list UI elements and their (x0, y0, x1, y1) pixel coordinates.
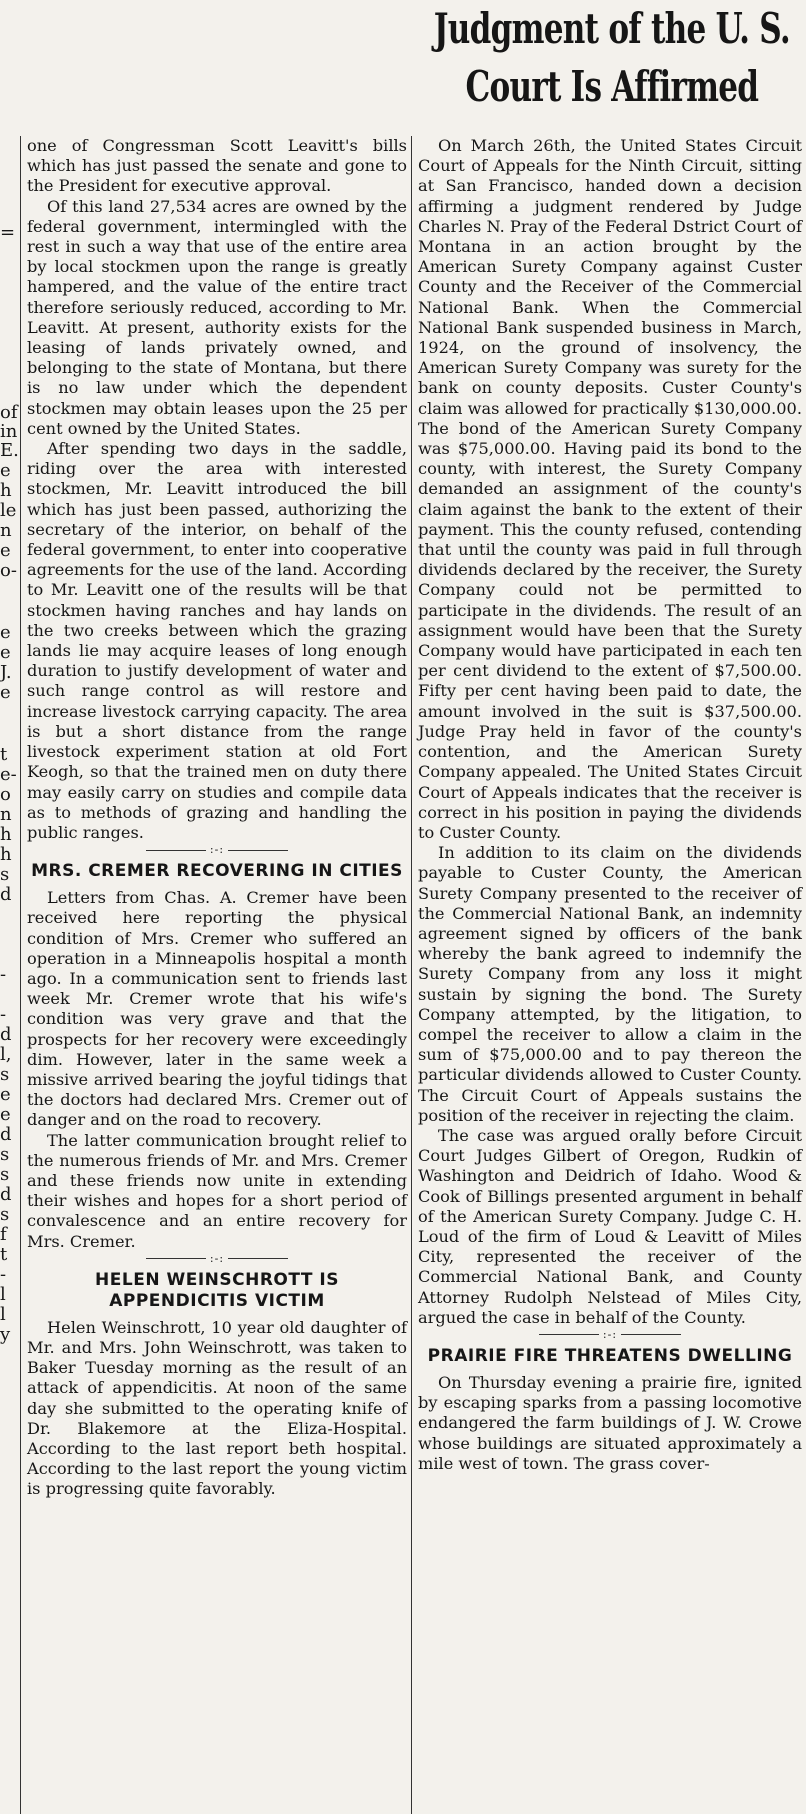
prairie-fire-paragraph: On Thursday evening a prairie fire, ignited by escaping sparks from a passing locomotive endangered the farm buildings of J. W. Crowe whose buildings are situated approximately a mile west of town. The grass cover- (418, 1372, 802, 1473)
cut-off-fragment: e (0, 540, 11, 561)
cut-off-fragment: t (0, 1244, 8, 1265)
cut-off-fragment: e (0, 622, 11, 643)
cremer-paragraph: The latter communication brought relief to the numerous friends of Mr. and Mrs. Cremer and these friends now unite in extending their wishes and hopes for a short period of convalescence and an entire recovery for Mrs. Cremer. (27, 1130, 407, 1251)
article-divider: :-: (27, 1252, 407, 1266)
cut-off-fragment: o (0, 784, 11, 805)
cut-off-fragment: of (0, 402, 18, 423)
cremer-heading: MRS. CREMER RECOVERING IN CITIES (31, 861, 403, 882)
headline-line-1: Judgment of the U. S. (433, 4, 790, 53)
cut-off-fragment: e (0, 460, 11, 481)
cut-off-fragment: s (0, 864, 10, 885)
cut-off-fragment: le (0, 500, 17, 521)
cut-off-fragment: s (0, 1144, 10, 1165)
cut-off-fragment: e (0, 682, 11, 703)
weinschrott-paragraph: Helen Weinschrott, 10 year old daughter of Mr. and Mrs. John Weinschrott, was taken to Baker Tuesday morning as the result of an attack of appendicitis. At noon of the same day she submitted to the operating knife of Dr. Blakemore at the Eliza-Hospital. According to the last report beth hospital. According to the last report the young victim is progressing quite favorably. (27, 1317, 407, 1499)
cut-off-fragment: in (0, 421, 18, 442)
judgment-paragraph: In addition to its claim on the dividends payable to Custer County, the American Surety Company presented to the receiver of the Commercial National Bank, an indemnity agreement signed by officers of the bank whereby the bank agreed to indemnify the Surety Company from any loss it might sustain by signing the bond. The Surety Company attempted, by the litigation, to compel the receiver to allow a claim in the sum of $75,000.00 and to pay thereon the particular dividends allowed to Custer County. The Circuit Court of Appeals sustains the position of the receiver in rejecting the claim. (418, 843, 802, 1125)
cut-off-fragment: n (0, 804, 12, 825)
article-divider: :-: (27, 843, 407, 857)
cut-off-fragment: e (0, 1104, 11, 1125)
column-rule-left (20, 136, 21, 1814)
judgment-article (418, 136, 802, 1328)
prairie-fire-article (418, 1346, 802, 1474)
cut-off-fragment: n (0, 520, 12, 541)
cut-off-fragment: = (0, 222, 16, 243)
prairie-fire-heading: PRAIRIE FIRE THREATENS DWELLING (427, 1345, 793, 1366)
cut-off-fragment: e (0, 642, 11, 663)
leavitt-article (27, 136, 407, 843)
headline-line-2: Court Is Affirmed (465, 62, 759, 111)
cut-off-fragment: E. (0, 440, 19, 461)
cut-off-fragment: d (0, 1184, 12, 1205)
cut-off-fragment: s (0, 1204, 10, 1225)
cut-off-fragment: d (0, 1024, 12, 1045)
cut-off-fragment: l (0, 1304, 6, 1325)
cut-off-fragment: y (0, 1324, 11, 1345)
cremer-article (27, 861, 407, 1252)
column-rule-center (411, 136, 412, 1814)
leavitt-paragraph: After spending two days in the saddle, riding over the area with interested stockmen, Mr. Leavitt introduced the bill which has just been passed, authorizing the secretary of the interior, on behalf of the federal government, to enter into cooperative agreements for the use of the land. According to Mr. Leavitt one of the results will be that stockmen having ranches and hay lands on the two creeks between which the grazing lands lie may acquire leases of long enough duration to justify development of water and such range control as will restore and increase livestock carrying capacity. The area is but a short distance from the range livestock experiment station at old Fort Keogh, so that the trained men on duty there may easily carry on studies and compile data as to methods of grazing and handling the public ranges. (27, 439, 407, 842)
left-article-column (27, 136, 407, 1500)
cut-off-fragment: e (0, 1084, 11, 1105)
cut-off-fragment: d (0, 884, 12, 905)
cut-off-fragment: t (0, 744, 8, 765)
cut-off-fragment: o- (0, 560, 17, 581)
cut-off-fragment: J. (0, 662, 12, 683)
cremer-paragraph: Letters from Chas. A. Cremer have been received here reporting the physical condition of Mrs. Cremer who suffered an operation in a Minneapolis hospital a month ago. In a communication sent to friends last week Mr. Cremer wrote that his wife's condition was very grave and that the prospects for her recovery were exceedingly dim. However, later in the same week a missive arrived bearing the joyful tidings that the doctors had declared Mrs. Cremer out of danger and on the road to recovery. (27, 888, 407, 1130)
cut-off-fragment: l, (0, 1044, 12, 1065)
cut-off-fragment: s (0, 1164, 10, 1185)
cut-off-fragment: d (0, 1124, 12, 1145)
cut-off-fragment: f (0, 1224, 7, 1245)
cut-off-fragment: - (0, 1004, 7, 1025)
judgment-headline (418, 0, 806, 136)
cut-off-fragment: h (0, 844, 12, 865)
cut-off-fragment: s (0, 1064, 10, 1085)
right-article-column (418, 136, 802, 1474)
cut-off-fragment: h (0, 824, 12, 845)
cut-off-fragment: - (0, 964, 7, 985)
judgment-paragraph: On March 26th, the United States Circuit Court of Appeals for the Ninth Circuit, sitting at San Francisco, handed down a decision affirming a judgment rendered by Judge Charles N. Pray of the Federal Dstrict Court of Montana in an action brought by the American Surety Company against Custer County and the Receiver of the Commercial National Bank. When the Commercial National Bank suspended business in March, 1924, on the ground of insolvency, the American Surety Company was surety for the bank on county deposits. Custer County's claim was allowed for practically $130,000.00. The bond of the American Surety Company was $75,000.00. Having paid its bond to the county, with interest, the Surety Company demanded an assignment of the county's claim against the bank to the extent of their payment. This the county refused, contending that until the county was paid in full through dividends declared by the receiver, the Surety Company could not be permitted to participate in the dividends. The result of an assignment would have been that the Surety Company would have participated in each ten per cent dividend to the extent of $7,500.00. Fifty per cent having been paid to date, the amount involved in the suit is $37,500.00. Judge Pray held in favor of the county's contention, and the American Surety Company appealed. The United States Circuit Court of Appeals indicates that the receiver is correct in his position in paying the dividends to Custer County. (418, 136, 802, 842)
weinschrott-article (27, 1270, 407, 1500)
left-fragment-column (0, 136, 20, 1806)
cut-off-fragment: h (0, 480, 12, 501)
cut-off-fragment: e- (0, 764, 17, 785)
leavitt-paragraph: Of this land 27,534 acres are owned by the federal government, intermingled with the rest in such a way that use of the entire area by local stockmen upon the range is greatly hampered, and the value of the entire tract therefore seriously reduced, according to Mr. Leavitt. At present, authority exists for the leasing of lands privately owned, and belonging to the state of Montana, but there is no law under which the dependent stockmen may obtain leases upon the 25 per cent owned by the United States. (27, 196, 407, 438)
judgment-paragraph: The case was argued orally before Circuit Court Judges Gilbert of Oregon, Rudkin of Washington and Deidrich of Idaho. Wood & Cook of Billings presented argument in behalf of the American Surety Company. Judge C. H. Loud of the firm of Loud & Leavitt of Miles City, represented the receiver of the Commercial National Bank, and County Attorney Rudolph Nelstead of Miles City, argued the case in behalf of the County. (418, 1125, 802, 1327)
article-divider: :-: (418, 1328, 802, 1342)
cut-off-fragment: - (0, 1264, 7, 1285)
leavitt-paragraph: one of Congressman Scott Leavitt's bills which has just passed the senate and gone to the President for executive approval. (27, 136, 407, 196)
cut-off-fragment: l (0, 1284, 6, 1305)
weinschrott-heading: HELEN WEINSCHROTT IS APPENDICITIS VICTIM (95, 1269, 339, 1311)
